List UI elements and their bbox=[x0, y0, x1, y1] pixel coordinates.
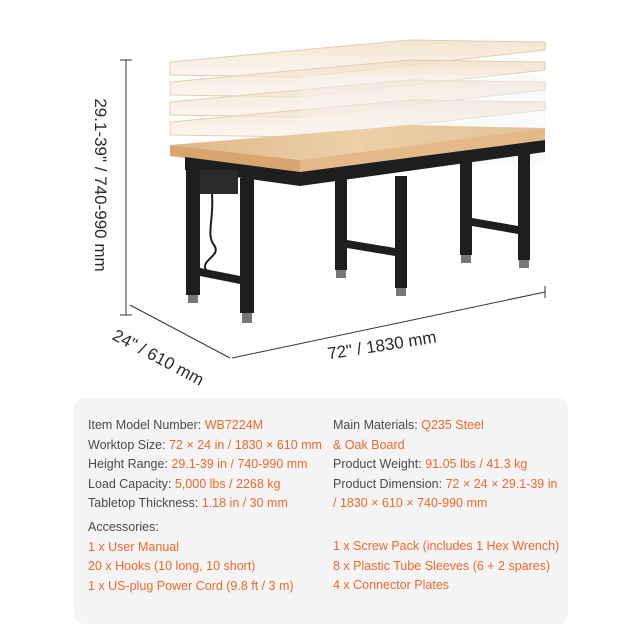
spec-card bbox=[74, 398, 568, 624]
accessories-list-right bbox=[333, 537, 559, 596]
accessory-item: 1 x US-plug Power Cord (9.8 ft / 3 m) bbox=[88, 578, 294, 593]
width-dimension-label: 72" / 1830 mm bbox=[326, 327, 438, 364]
height-dimension-line bbox=[120, 60, 132, 315]
spec-row-worktop: Worktop Size: 72 × 24 in / 1830 × 610 mm bbox=[88, 437, 322, 452]
accessory-item: 4 x Connector Plates bbox=[333, 578, 450, 592]
spec-row-load: Load Capacity: 5,000 lbs / 2268 kg bbox=[88, 476, 281, 491]
depth-dimension-label: 24" / 610 mm bbox=[109, 325, 208, 390]
spec-row-materials-cont: & Oak Board bbox=[333, 437, 405, 452]
spec-row-weight: Product Weight: 91.05 lbs / 41.3 kg bbox=[333, 457, 528, 471]
accessory-item: 20 x Hooks (10 long, 10 short) bbox=[88, 559, 256, 573]
steel-frame bbox=[185, 140, 545, 323]
spec-list-left bbox=[88, 416, 322, 514]
accessory-item: 8 x Plastic Tube Sleeves (6 + 2 spares) bbox=[333, 558, 551, 573]
accessory-item: 1 x User Manual bbox=[88, 539, 180, 554]
spec-row-thickness: Tabletop Thickness: 1.18 in / 30 mm bbox=[88, 496, 288, 510]
accessories-title: Accessories: bbox=[88, 520, 159, 534]
accessories-list-left bbox=[88, 518, 294, 596]
spec-list-right bbox=[333, 416, 557, 514]
height-dimension-label: 29.1-39" / 740-990 mm bbox=[91, 98, 110, 272]
spec-row-dimension-cont: / 1830 × 610 × 740-990 mm bbox=[333, 496, 488, 510]
spec-row-height: Height Range: 29.1-39 in / 740-990 mm bbox=[88, 457, 308, 471]
spec-row-model: Item Model Number: WB7224M bbox=[88, 418, 264, 432]
accessory-item: 1 x Screw Pack (includes 1 Hex Wrench) bbox=[333, 539, 560, 553]
spec-row-materials: Main Materials: Q235 Steel bbox=[333, 418, 484, 432]
spec-row-dimension: Product Dimension: 72 × 24 × 29.1-39 in bbox=[333, 476, 558, 491]
